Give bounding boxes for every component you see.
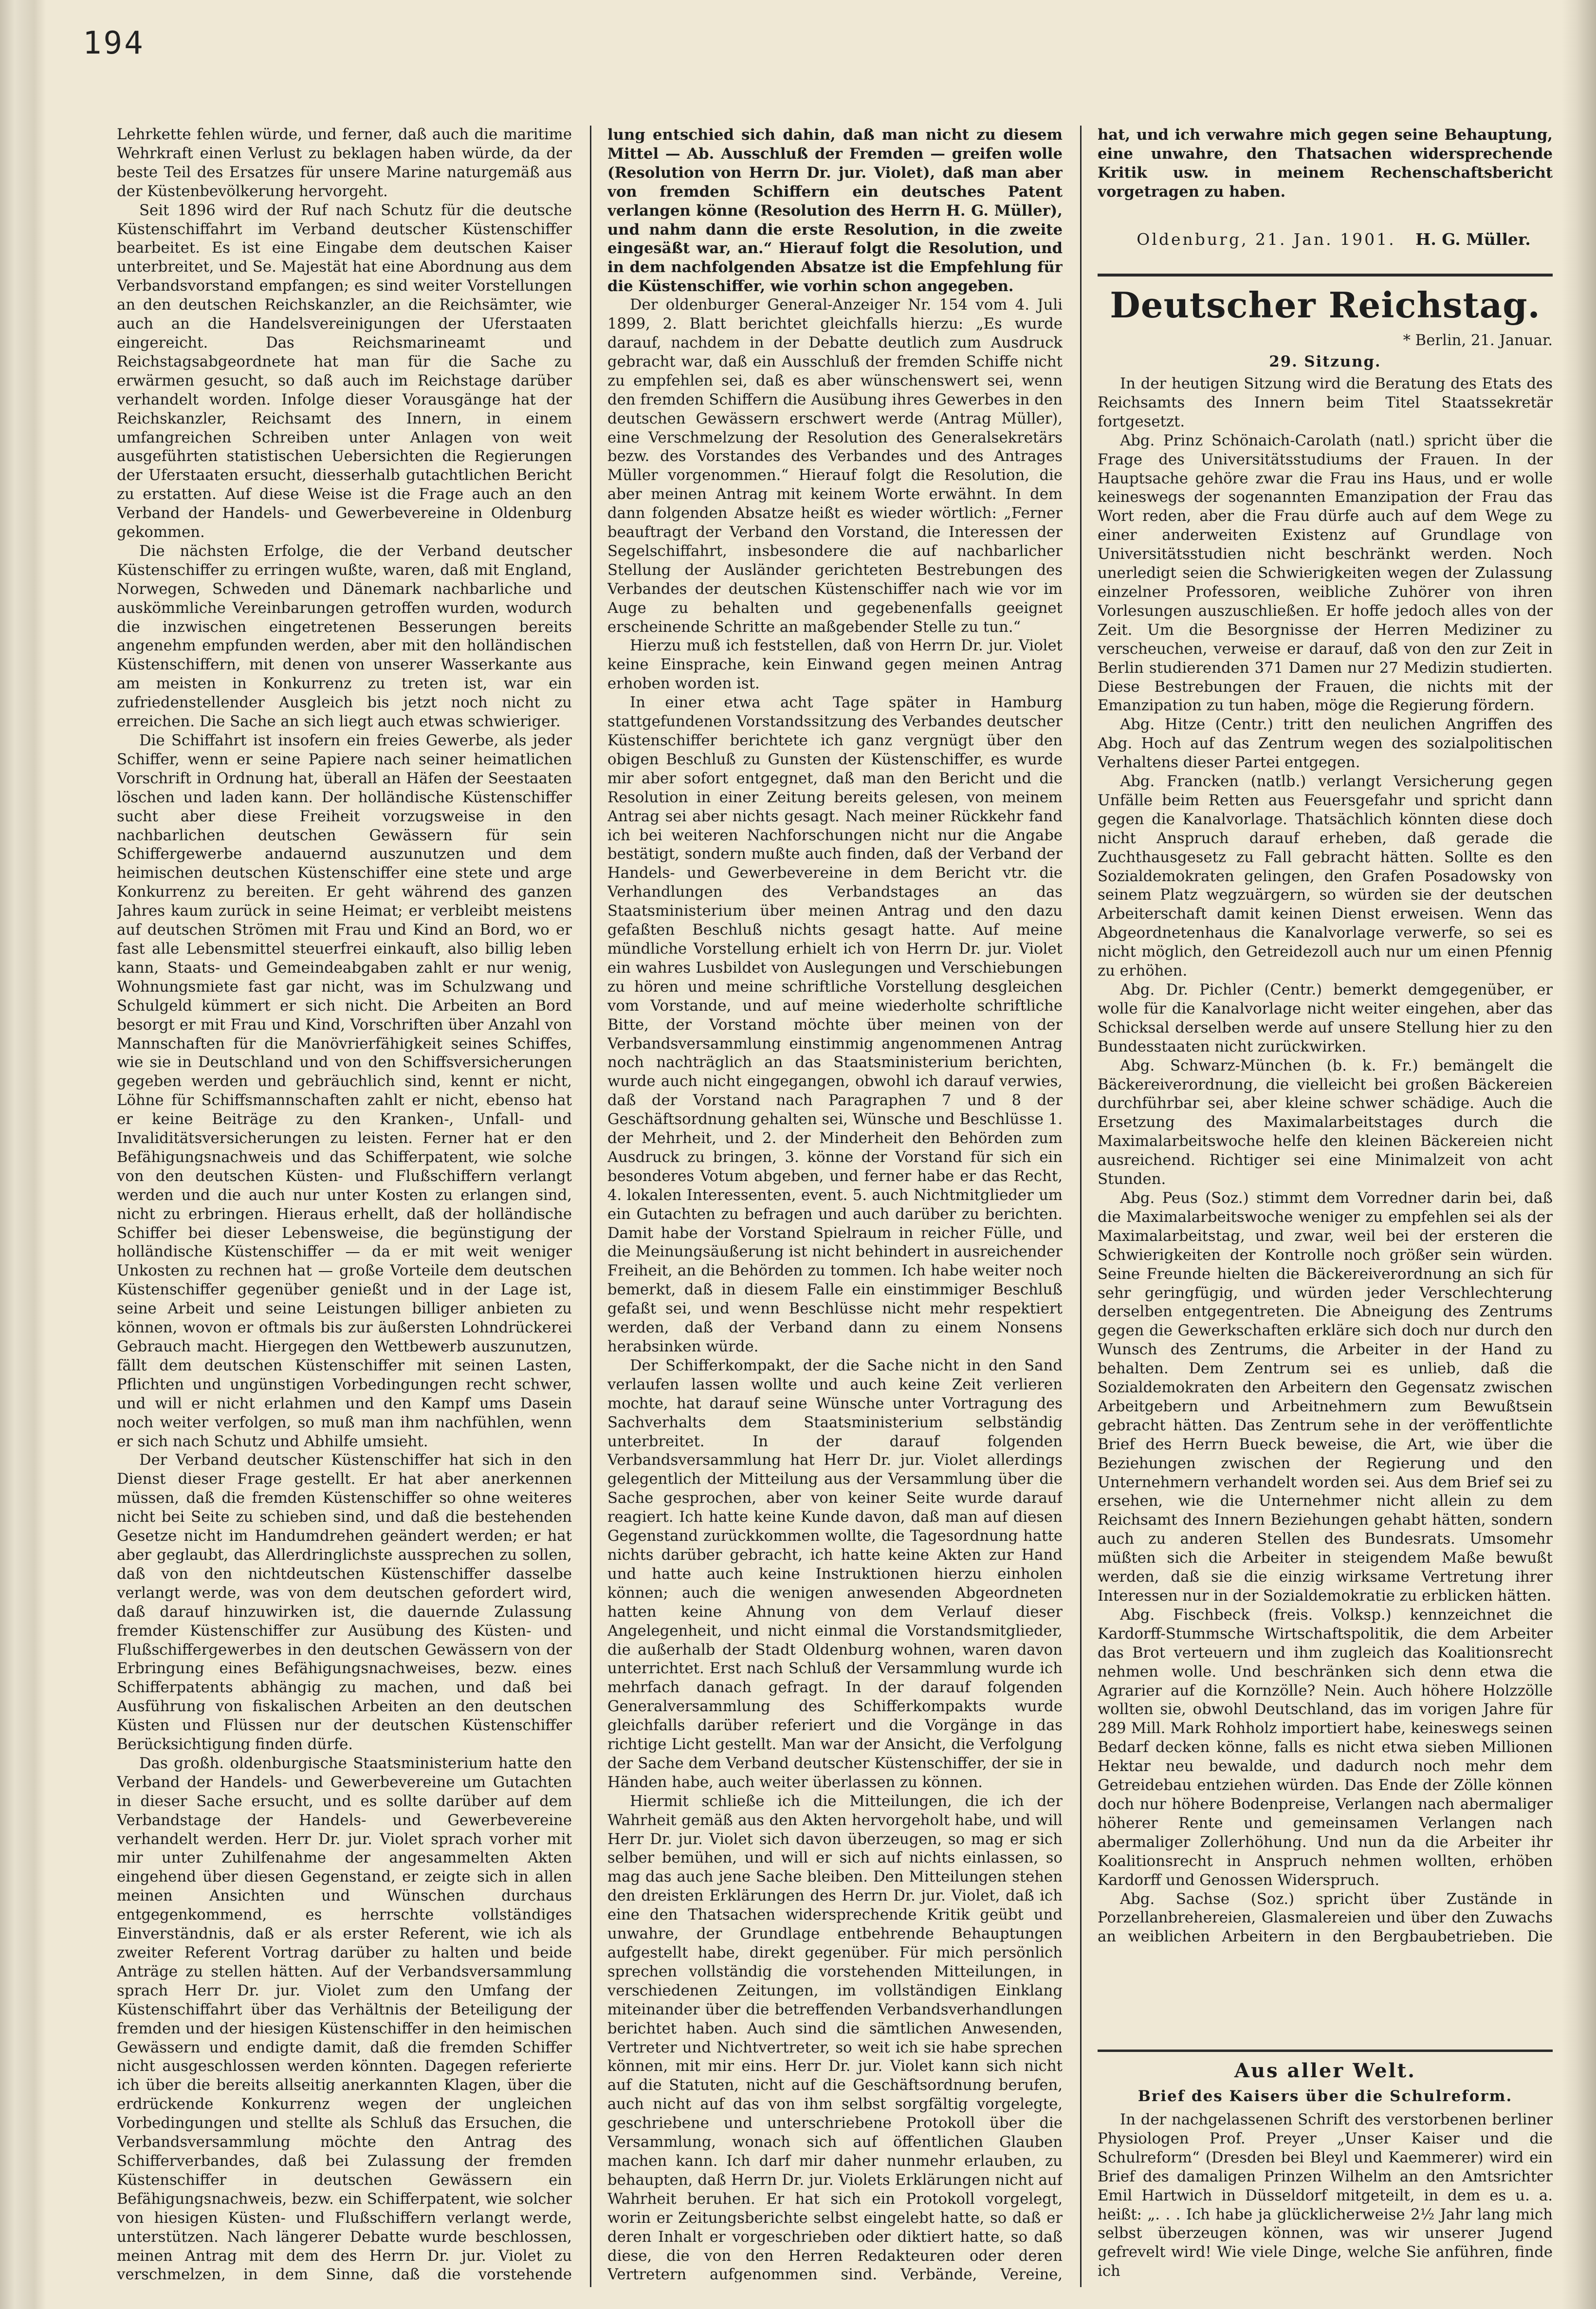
paragraph: Der Schifferkompakt, der die Sache nicht in den Sand verlaufen lassen wollte und auch keine Zeit verlieren mochte, hat darauf seine Wünsche unter Vortragung des Sachverhalts dem Staatsministerium selbständig unterbreitet. In der darauf folgenden Verbandsversammlung hat Herr Dr. jur. Violet allerdings gelegentlich der Mitteilung aus der Versammlung über die Sache gesprochen, aber von keiner Seite wurde darauf reagiert. Ich hatte keine Kunde davon, daß man auf diesen Gegenstand zurückkommen wollte, die Tagesordnung hatte nichts darüber gebracht, ich hatte keine Akten zur Hand und hatte auch keine Instruktionen hierzu einholen können; auch die wenigen anwesenden Abgeordneten hatten keine Ahnung von dem Verlauf dieser Angelegenheit, und nicht einmal die Vorstandsmitglieder, die außerhalb der Stadt Oldenburg wohnen, waren davon unterrichtet. Erst nach Schluß der Versammlung wurde ich mehrfach danach gefragt. In der darauf folgenden Generalversammlung des Schifferkompakts wurde gleichfalls darüber referiert und die Vorgänge in das richtige Licht gestellt. Man war der Ansicht, die Verfolgung der Sache dem Verband deutscher Küstenschiffer, der sie in Händen habe, auch weiter überlassen zu können. xyxy=(607,1357,1063,1791)
paragraph: lung entschied sich dahin, daß man nicht zu diesem Mittel — Ab. Ausschluß der Fremden — greifen wolle (Resolution von Herrn Dr. jur. Violet), daß man aber von fremden Schiffern ein deutsches Patent verlangen könne (Resolution des Herrn H. G. Müller), und nahm dann die erste Resolution, in die zweite eingesäßt war, an.“ Hierauf folgt die Resolution, und in dem nachfolgenden Absatze ist die Empfehlung für die Küstenschiffer, wie vorhin schon angegeben. xyxy=(607,126,1063,296)
column-2 xyxy=(607,126,1063,2282)
paragraph: Die Schiffahrt ist insofern ein freies Gewerbe, als jeder Schiffer, wenn er seine Papiere nach seiner heimatlichen Vorschrift in Ordnung hat, überall an Häfen der Seestaaten löschen und laden kann. Der holländische Küstenschiffer sucht aber diese Freiheit vorzugsweise in den nachbarlichen deutschen Gewässern für sein Schiffergewerbe andauernd auszunutzen und dem heimischen deutschen Küstenschiffer eine stete und arge Konkurrenz zu bereiten. Er geht während des ganzen Jahres kaum zurück in seine Heimat; er verbleibt meistens auf deutschen Strömen mit Frau und Kind an Bord, wo er fast alle Lebensmittel steuerfrei einkauft, also billig leben kann, Staats- und Gemeindeabgaben zahlt er nur wenig, Wohnungsmiete fast gar nicht, was im Schulzwang und Schulgeld kümmert er sich nicht. Die Arbeiten an Bord besorgt er mit Frau und Kind, Vorschriften über Anzahl von Mannschaften für die Manövrierfähigkeit seines Schiffes, wie sie in Deutschland und von den Schiffsversicherungen gegeben werden und gebräuchlich sind, kennt er nicht, Löhne für Schiffsmannschaften zahlt er nicht, ebenso hat er keine Beiträge zu den Kranken-, Unfall- und Invaliditätsversicherungen zu leisten. Ferner hat er den Befähigungsnachweis und das Schifferpatent, wie solche von den deutschen Küsten- und Flußschiffern verlangt werden und die auch nur unter Kosten zu erlangen sind, nicht zu erbringen. Hieraus erhellt, daß der holländische Schiffer bei dieser Lebensweise, die begünstigung der holländische Küstenschiffer — da er mit weit weniger Unkosten zu rechnen hat — große Vorteile dem deutschen Küstenschiffer gegenüber genießt und in der Lage ist, seine Arbeit und seine Leistungen billiger anbieten zu können, wovon er oftmals bis zur äußersten Lohndrückerei Gebrauch macht. Hiergegen den Wettbewerb auszunutzen, fällt dem deutschen Küstenschiffer mit seinen Lasten, Pflichten und ungünstigen Vorbedingungen recht schwer, und will er nicht erlahmen und den Kampf ums Dasein noch weiter verfolgen, so muß man ihm nachfühlen, wenn er sich nach Schutz und Abhilfe umsieht. xyxy=(117,732,572,1450)
column-rule-2 xyxy=(1080,126,1082,2287)
masthead-rule-top xyxy=(1098,274,1553,277)
session-heading: 29. Sitzung. xyxy=(1269,353,1381,370)
paragraph: Das großh. oldenburgische Staatsministerium hatte den Verband der Handels- und Gewerbevereine um Gutachten in dieser Sache ersucht, und es sollte darüber auf dem Verbandstage der Handels- und Gewerbevereine verhandelt werden. Herr Dr. jur. Violet sprach vorher mit mir unter Zuhilfenahme der angesammelten Akten eingehend über diesen Gegenstand, er zeigte sich in allen meinen Ansichten und Wünschen durchaus entgegenkommend, es herrschte vollständiges Einverständnis, daß er als erster Referent, wie ich als zweiter Referent Vortrag darüber zu halten und beide Anträge zu stellen hätten. Auf der Verbandsversammlung sprach Herr Dr. jur. Violet zum den Umfang der Küstenschiffahrt über das Verhältnis der Beteiligung der fremden und der hiesigen Küstenschiffer in den heimischen Gewässern und endigte damit, daß die fremden Schiffer nicht ausgeschlossen werden könnten. Dagegen referierte ich über die bereits allseitig anerkannten Klagen, über die erdrückende Konkurrenz wegen der ungleichen Vorbedingungen und stellte als Schluß das Ersuchen, die Verbandsversammlung möchte den Antrag des Schifferverbandes, daß bei Zulassung der fremden Küstenschiffer in deutschen Gewässern ein Befähigungsnachweis, bezw. ein Schifferpatent, wie solcher von hiesigen Küsten- und Flußschiffern verlangt werde, unterstützen. Nach längerer Debatte wurde beschlossen, meinen Antrag mit dem des Herrn Dr. jur. Violet zu verschmelzen, in dem Sinne, daß die vorstehende xyxy=(117,1755,572,2282)
paragraph: Seit 1896 wird der Ruf nach Schutz für die deutsche Küstenschiffahrt im Verband deutscher Küstenschiffer bearbeitet. Es ist eine Eingabe dem deutschen Kaiser unterbreitet, und Se. Majestät hat eine Abordnung aus dem Verbandsvorstand empfangen; es sind weiter Vorstellungen an den deutschen Reichskanzler, an die Reichsämter, wie auch an die Handelsvereinigungen der Uferstaaten eingereicht. Das Reichsmarineamt und Reichstagsabgeordnete hat man für die Sache zu erwärmen gesucht, so daß auch im Reichstage darüber verhandelt worden. Infolge dieser Vorausgänge hat der Reichskanzler, Reichsamt des Innern, in einem umfangreichen Schreiben unter Anlagen von weit ausgeführten statistischen Uebersichten die Regierungen der Uferstaaten ersucht, diesserhalb gutachtlichen Bericht zu erstatten. Auf diese Weise ist die Frage auch an den Verband der Handels- und Gewerbevereine in Oldenburg gekommen. xyxy=(117,202,572,541)
scan-edge-right xyxy=(1562,0,1596,2309)
paragraph: Abg. Peus (Soz.) stimmt dem Vorredner darin bei, daß die Maximalarbeitswoche weniger zu empfehlen sei als der Maximalarbeitstag, und zwar, weil bei der ersteren die Schwierigkeiten der Kontrolle noch größer sein würden. Seine Freunde hielten die Bäckereiverordnung an sich für sehr geringfügig, und würden jeder Verschlechterung derselben entgegentreten. Die Abneigung des Zentrums gegen die Gewerkschaften erkläre sich doch nur durch den Wunsch des Zentrums, die Arbeiter in der Hand zu behalten. Dem Zentrum sei es unlieb, daß die Sozialdemokraten den Arbeitern den Gegensatz zwischen Arbeitgebern und Arbeitnehmern zum Bewußtsein gebracht hätten. Das Zentrum sehe in der veröffentlichte Brief des Herrn Bueck beweise, die Art, wie über die Beziehungen zwischen der Regierung und den Unternehmern verhandelt worden sei. Aus dem Brief sei zu ersehen, wie die Unternehmer nicht allein zu dem Reichsamt des Innern Beziehungen gehabt hätten, sondern auch zu anderen Stellen des Bundesrats. Umsomehr müßten sich die Arbeiter in steigendem Maße bewußt werden, daß sie die einzig wirksame Vertretung ihrer Interessen nur in der Sozialdemokratie zu erblicken hätten. xyxy=(1098,1189,1553,1605)
column-rule-1 xyxy=(590,126,591,2287)
paragraph: Hierzu muß ich feststellen, daß von Herrn Dr. jur. Violet keine Einsprache, kein Einwand gegen meinen Antrag erhoben worden ist. xyxy=(607,637,1063,693)
paragraph: Abg. Schwarz-München (b. k. Fr.) bemängelt die Bäckereiverordnung, die vielleicht bei großen Bäckereien durchführbar sei, aber kleine schwer schädige. Auch die Ersetzung des Maximalarbeitstages durch die Maximalarbeitswoche helfe den kleinen Bäckereien nicht ausreichend. Richtiger sei eine Minimalzeit von acht Stunden. xyxy=(1098,1057,1553,1188)
paragraph: Abg. Hitze (Centr.) tritt den neulichen Angriffen des Abg. Hoch auf das Zentrum wegen des sozialpolitischen Verhaltens dieser Partei entgegen. xyxy=(1098,716,1553,772)
paragraph: Abg. Francken (natlb.) verlangt Versicherung gegen Unfälle beim Retten aus Feuersgefahr und spricht dann gegen die Kanalvorlage. Thatsächlich könnten diese doch nicht Anspruch darauf erheben, daß gerade die Zuchthausgesetz zu Fall gebracht hätten. Sollte es den Sozialdemokraten gelingen, den Grafen Posadowsky von seinem Platz wegzuärgern, so würden sie der deutschen Arbeiterschaft damit keinen Dienst erweisen. Wenn das Abgeordnetenhaus die Kanalvorlage verwerfe, so sei es nicht möglich, den Getreidezoll auch nur um einen Pfennig zu erhöhen. xyxy=(1098,773,1553,980)
paragraph: Der oldenburger General-Anzeiger Nr. 154 vom 4. Juli 1899, 2. Blatt berichtet gleichfalls hierzu: „Es wurde darauf, nachdem in der Debatte deutlich zum Ausdruck gebracht war, daß ein Ausschluß der fremden Schiffe nicht zu empfehlen sei, daß es aber wünschenswert sei, wenn den fremden Schiffern die Ausübung ihres Gewerbes in den deutschen Gewässern erschwert werde (Antrag Müller), eine Verschmelzung der Resolution des Generalsekretärs bezw. des Vorstandes des Verbandes und des Antrages Müller vorgenommen.“ Hierauf folgt die Resolution, die aber meinen Antrag mit keinem Worte erwähnt. In dem dann folgenden Absatze heißt es wieder wörtlich: „Ferner beauftragt der Verband den Vorstand, die Interessen der Segelschiffahrt, insbesondere die auf nachbarlicher Stellung der Ausländer gerichteten Bestrebungen des Verbandes der deutschen Küstenschiffer nach wie vor im Auge zu behalten und gegebenenfalls geeignet erscheinende Schritte an maßgebender Stelle zu tun.“ xyxy=(607,296,1063,636)
paragraph: Die nächsten Erfolge, die der Verband deutscher Küstenschiffer zu erringen wußte, waren, daß mit England, Norwegen, Schweden und Dänemark nachbarliche und auskömmliche Vereinbarungen getroffen wurden, wodurch die inzwischen eingetretenen Besserungen bereits angenehm empfunden werden, aber mit den holländischen Küstenschiffern, mit denen von unserer Wasserkante aus am meisten in Konkurrenz zu treten ist, war ein zufriedenstellender Ausgleich bis jetzt noch nicht zu erreichen. Die Sache an sich liegt auch etwas schwieriger. xyxy=(117,542,572,731)
section-title-welt: Aus aller Welt. xyxy=(1234,2059,1416,2082)
paragraph: Abg. Fischbeck (freis. Volksp.) kennzeichnet die Kardorff-Stummsche Wirtschaftspolitik, die dem Arbeiter das Brot verteuern und ihm zugleich das Koalitionsrecht nehmen wolle. Und beschränken sich denn etwa die Agrarier auf die Kornzölle? Nein. Auch höhere Holzzölle wollten sie, obwohl Deutschland, das im vorigen Jahre für 289 Mill. Mark Rohholz importiert habe, keineswegs seinen Bedarf decken könne, falls es nicht etwa sieben Millionen Hektar neu bewalde, und dadurch noch mehr dem Getreidebau entziehen würden. Das Ende der Zölle können doch nur höhere Bodenpreise, Verlangen nach abermaliger höherer Rente und gemeinsamen Verlangen nach abermaliger Zollerhöhung. Und nun da die Arbeiter ihr Koalitionsrecht in Anspruch nehmen wollten, erhöben Kardorff und Genossen Widerspruch. xyxy=(1098,1606,1553,1889)
paragraph: Der Verband deutscher Küstenschiffer hat sich in den Dienst dieser Frage gestellt. Er hat aber anerkennen müssen, daß die fremden Küstenschiffer so ohne weiteres nicht bei Seite zu schieben sind, und daß die bestehenden Gesetze nicht im Handumdrehen geändert werden; er hat aber geglaubt, das Allerdringlichste aussprechen zu sollen, daß von den nichtdeutschen Küstenschiffer dasselbe verlangt werde, was von dem deutschen gefordert wird, daß darauf hinzuwirken ist, die dauernde Zulassung fremder Küstenschiffer zur Ausübung des Küsten- und Flußschiffergewerbes in den deutschen Gewässern von der Erbringung eines Befähigungsnachweises, bezw. eines Schifferpatents abhängig zu machen, und daß bei Ausführung von fiskalischen Arbeiten an den deutschen Küsten und Flüssen nur der deutschen Küstenschiffer Berücksichtigung finden dürfe. xyxy=(117,1452,572,1754)
reichstag-report xyxy=(1098,375,1553,1947)
paragraph: Abg. Dr. Pichler (Centr.) bemerkt demgegenüber, er wolle für die Kanalvorlage nicht weiter eingehen, aber das Schicksal derselben werde auf unsere Stellung hier zu den Bundesstaaten nicht zurückwirken. xyxy=(1098,981,1553,1055)
paragraph: Hiermit schließe ich die Mitteilungen, die ich der Wahrheit gemäß aus den Akten hervorgeholt habe, und will Herr Dr. jur. Violet sich davon überzeugen, so mag er sich selber bemühen, und will er sich auf nichts einlassen, so mag das auch jene Sache bleiben. Den Mitteilungen stehen den dreisten Erklärungen des Herrn Dr. jur. Violet, daß ich eine den Thatsachen widersprechende Kritik geübt und unwahre, der Grundlage entbehrende Behauptungen aufgestellt habe, direkt gegenüber. Für mich persönlich sprechen vollständig die vorstehenden Mitteilungen, in verschiedenen Zeitungen, im vollständigen Einklang miteinander über die betreffenden Verbandsverhandlungen berichtet haben. Auch sind die sämtlichen Anwesenden, Vertreter und Nichtvertreter, so weit ich sie habe sprechen können, mit mir eins. Herr Dr. jur. Violet kann sich nicht auf die Statuten, nicht auf die Geschäftsordnung berufen, auch nicht auf das von ihm selbst sorgfältig vorgelegte, geschriebene und unterschriebene Protokoll über die Versammlung, wonach sich auf öffentlichen Glauben machen kann. Ich darf mir daher nunmehr erlauben, zu behaupten, daß Herrn Dr. jur. Violets Erklärungen nicht auf Wahrheit beruhen. Er hat sich ein Protokoll vorgelegt, worin er Zeitungsberichte selbst eingelebt hatte, so daß er deren Inhalt er vorgeschrieben oder diktiert hatte, so daß diese, die von den Herren Redakteuren oder deren Vertretern aufgenommen sind. Verbände, Vereine, xyxy=(607,1792,1063,2282)
welt-article xyxy=(1098,2111,1553,2286)
paragraph: Abg. Prinz Schönaich-Carolath (natl.) spricht über die Frage des Universitätsstudiums der Frauen. In der Hauptsache gehöre zwar die Frau ins Haus, und er wolle keineswegs der sogenannten Emanzipation der Frau das Wort reden, aber die Frau dürfe auch auf dem Wege zu einer anderweiten Existenz auf Grundlage von Universitätsstudien nicht beschränkt werden. Noch unerledigt seien die Schwierigkeiten wegen der Zulassung einzelner Professoren, weibliche Zuhörer von ihren Vorlesungen auszuschließen. Er hoffe jedoch alles von der Zeit. Um die Besorgnisse der Herren Mediziner zu verscheuchen, verweise er darauf, daß von den zur Zeit in Berlin studierenden 371 Damen nur 27 Medizin studierten. Diese Bestrebungen der Frauen, die nichts mit der Emanzipation zu tun haben, möge die Regierung fördern. xyxy=(1098,432,1553,715)
paragraph: In einer etwa acht Tage später in Hamburg stattgefundenen Vorstandssitzung des Verbandes deutscher Küstenschiffer berichtete ich ganz vergnügt über den obigen Beschluß zu Gunsten der Küstenschiffer, es wurde mir aber sofort entgegnet, daß man den Bericht und die Resolution in einer Zeitung bereits gelesen, von meinem Antrag sei aber nichts gesagt. Nach meiner Rückkehr fand ich bei weiteren Nachforschungen nicht nur die Angabe bestätigt, sondern mußte auch finden, daß der Verband der Handels- und Gewerbevereine in dem Bericht vtr. die Verhandlungen des Verbandstages an das Staatsministerium über meinen Antrag und den dazu gefaßten Beschluß nichts gesagt hatte. Auf meine mündliche Vorstellung erhielt ich von Herrn Dr. jur. Violet ein wahres Lusbildet von Auslegungen und Verschiebungen zu hören und meine schriftliche Vorstellung desgleichen vom Vorstande, und auf meine wiederholte schriftliche Bitte, der Vorstand möchte über meinen von der Verbandsversammlung einstimmig angenommenen Antrag noch nachträglich an das Staatsministerium berichten, wurde auch nicht eingegangen, obwohl ich darauf verwies, daß der Vorstand nach Paragraphen 7 und 8 der Geschäftsordnung gehalten sei, Wünsche und Beschlüsse 1. der Mehrheit, und 2. der Minderheit den Behörden zum Ausdruck zu bringen, 3. könne der Vorstand für sich ein besonderes Votum abgeben, und ferner habe er das Recht, 4. lokalen Interessenten, event. 5. auch Nichtmitglieder um ein Gutachten zu befragen und auch darüber zu berichten. Damit habe der Vorstand Spielraum in reicher Fülle, und die Meinungsäußerung ist nicht behindert in ausreichender Freiheit, an die Behörden zu tommen. Ich habe weiter noch bemerkt, daß in diesem Falle ein einstimmiger Beschluß gefaßt sei, und wenn Beschlüsse nicht mehr respektiert werden, daß der Verband dann zu einem Nonsens herabsinken würde. xyxy=(607,694,1063,1355)
dateline: * Berlin, 21. Januar. xyxy=(1403,332,1553,349)
article-subtitle: Brief des Kaisers über die Schulreform. xyxy=(1137,2087,1513,2105)
signature-line xyxy=(1119,230,1548,249)
scan-edge-left xyxy=(0,0,46,2309)
paragraph: In der heutigen Sitzung wird die Beratung des Etats des Reichsamts des Innern beim Titel Staatssekretär fortgesetzt. xyxy=(1098,375,1553,430)
page-number: 194 xyxy=(83,25,145,61)
column-1 xyxy=(117,126,572,2282)
paragraph: hat, und ich verwahre mich gegen seine Behauptung, eine unwahre, den Thatsachen widersprechende Kritik usw. in meinem Rechenschaftsbericht vorgetragen zu haben. xyxy=(1098,126,1553,201)
paragraph: In der nachgelassenen Schrift des verstorbenen berliner Physiologen Prof. Preyer „Unser Kaiser und die Schulreform“ (Dresden bei Bleyl und Kaemmerer) wird ein Brief des damaligen Prinzen Wilhelm an den Amtsrichter Emil Hartwich in Düsseldorf mitgeteilt, in dem es u. a. heißt: „. . . Ich habe ja glücklicherweise 2½ Jahr lang mich selbst überzeugen können, was wir unserer Jugend gefrevelt wird! Wie viele Dinge, welche Sie anführen, finde ich xyxy=(1098,2111,1553,2280)
section-rule xyxy=(1098,2050,1553,2052)
signature-name: H. G. Müller. xyxy=(1415,230,1531,249)
paragraph: Abg. Sachse (Soz.) spricht über Zustände in Porzellanbrehereien, Glasmalereien und über den Zuwachs an weiblichen Arbeitern in den Bergbaubetrieben. Die xyxy=(1098,1890,1553,1946)
section-title-reichstag: Deutscher Reichstag. xyxy=(1110,284,1541,326)
signature-place-date: Oldenburg, 21. Jan. 1901. xyxy=(1137,230,1396,249)
paragraph: Lehrkette fehlen würde, und ferner, daß auch die maritime Wehrkraft einen Verlust zu beklagen haben würde, da der beste Teil des Ersatzes für unsere Marine naturgemäß aus der Küstenbevölkerung hervorgeht. xyxy=(117,126,572,200)
